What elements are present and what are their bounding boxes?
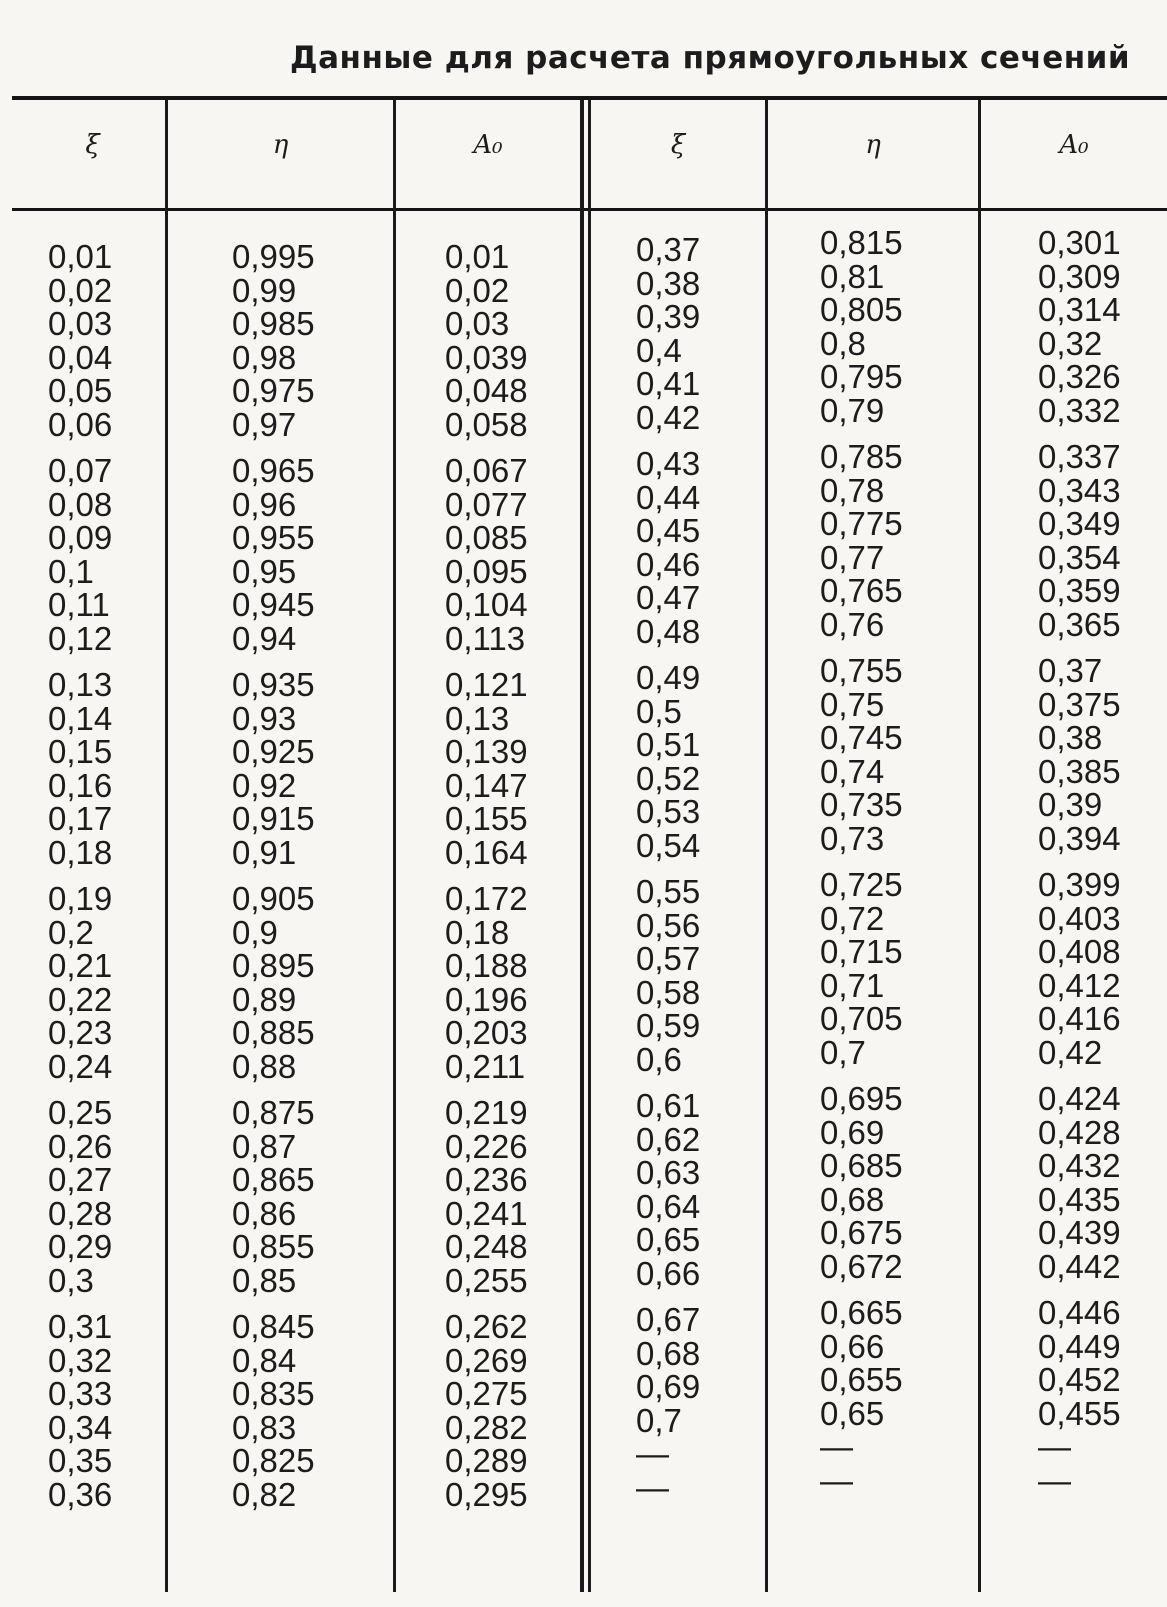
table-cell: 0,8 — [820, 324, 866, 362]
table-cell: 0,47 — [636, 579, 701, 616]
table-cell: 0,7 — [636, 1401, 682, 1439]
table-cell: 0,104 — [445, 586, 528, 623]
table-cell: 0,855 — [232, 1228, 315, 1265]
table-cell: 0,18 — [48, 833, 113, 871]
table-cell: 0,68 — [820, 1180, 885, 1218]
table-cell: 0,83 — [232, 1408, 297, 1446]
table-cell: 0,715 — [820, 933, 903, 970]
table-cell: 0,66 — [636, 1254, 701, 1292]
table-cell: 0,12 — [48, 619, 113, 657]
table-cell: 0,295 — [445, 1475, 528, 1513]
table-cell: 0,28 — [48, 1194, 113, 1232]
table-cell: 0,805 — [820, 291, 903, 328]
table-cell: 0,33 — [48, 1375, 113, 1412]
table-cell: 0,38 — [636, 264, 701, 302]
table-cell: 0,13 — [48, 666, 113, 703]
table-cell: 0,241 — [445, 1194, 528, 1232]
table-cell: 0,139 — [445, 733, 528, 770]
table-cell: 0,39 — [636, 298, 701, 335]
table-cell: 0,35 — [48, 1442, 113, 1479]
table-cell: 0,435 — [1038, 1180, 1121, 1218]
table-cell: 0,39 — [1038, 786, 1103, 823]
table-cell: 0,795 — [820, 358, 903, 395]
table-cell: 0,665 — [820, 1294, 903, 1331]
table-cell: 0,455 — [1038, 1394, 1121, 1432]
table-cell: 0,07 — [48, 452, 113, 489]
table-cell: — — [636, 1468, 669, 1506]
column-divider — [165, 100, 168, 1592]
table-cell: 0,5 — [636, 692, 682, 730]
table-cell: 0,155 — [445, 800, 528, 837]
table-cell: 0,255 — [445, 1261, 528, 1299]
table-cell: 0,835 — [232, 1375, 315, 1412]
table-cell: 0,42 — [1038, 1033, 1103, 1071]
table-cell: 0,74 — [820, 752, 885, 790]
table-cell: 0,98 — [232, 338, 297, 376]
table-cell: 0,399 — [1038, 866, 1121, 903]
table-cell: 0,203 — [445, 1014, 528, 1051]
table-cell: 0,113 — [445, 619, 526, 657]
table-cell: 0,89 — [232, 980, 297, 1018]
table-cell: 0,452 — [1038, 1361, 1121, 1398]
table-cell: 0,675 — [820, 1214, 903, 1251]
table-cell: 0,655 — [820, 1361, 903, 1398]
table-cell: 0,705 — [820, 1000, 903, 1037]
table-cell: 0,965 — [232, 452, 315, 489]
page-title: Данные для расчета прямоугольных сечений — [290, 40, 1131, 76]
table-cell: 0,048 — [445, 372, 528, 409]
table-cell: 0,301 — [1038, 224, 1121, 261]
table-cell: 0,99 — [232, 271, 297, 309]
table-cell: 0,695 — [820, 1080, 903, 1117]
table-cell: 0,725 — [820, 866, 903, 903]
table-cell: 0,147 — [445, 766, 528, 804]
header-a0: A₀ — [473, 130, 503, 160]
table-cell: 0,365 — [1038, 605, 1121, 643]
table-cell: 0,81 — [820, 257, 885, 295]
table-cell: 0,08 — [48, 485, 113, 523]
table-cell: 0,449 — [1038, 1327, 1121, 1365]
header-xi-right: ξ — [670, 130, 686, 160]
table-cell: 0,78 — [820, 471, 885, 509]
table-cell: 0,432 — [1038, 1147, 1121, 1184]
table-cell: 0,02 — [445, 271, 510, 309]
table-cell: 0,03 — [445, 305, 510, 342]
table-cell: 0,65 — [636, 1221, 701, 1258]
column-eta-right — [820, 226, 903, 1497]
table-cell: 0,309 — [1038, 257, 1121, 295]
table-cell: 0,085 — [445, 519, 528, 556]
table-cell: 0,77 — [820, 538, 885, 576]
table-cell: 0,2 — [48, 913, 94, 951]
table-cell: 0,34 — [48, 1408, 113, 1446]
table-cell: 0,785 — [820, 438, 903, 475]
table-cell: 0,92 — [232, 766, 297, 804]
table-cell: 0,428 — [1038, 1113, 1121, 1151]
table-cell: 0,985 — [232, 305, 315, 342]
table-cell: 0,02 — [48, 271, 113, 309]
table-cell: 0,975 — [232, 372, 315, 409]
table-cell: 0,97 — [232, 405, 297, 443]
table-cell: 0,43 — [636, 445, 701, 482]
table-cell: — — [636, 1435, 669, 1472]
table-cell: 0,69 — [820, 1113, 885, 1151]
table-cell: 0,172 — [445, 880, 528, 917]
table-cell: 0,48 — [636, 612, 701, 650]
table-cell: 0,19 — [48, 880, 113, 917]
table-cell: 0,375 — [1038, 685, 1121, 723]
table-cell: 0,14 — [48, 699, 113, 737]
double-column-divider — [580, 100, 584, 1592]
table-cell: 0,01 — [48, 238, 113, 275]
table-cell: 0,865 — [232, 1161, 315, 1198]
table-cell: 0,6 — [636, 1040, 682, 1078]
table-cell: 0,51 — [636, 726, 701, 763]
table-cell: 0,935 — [232, 666, 315, 703]
table-cell: 0,93 — [232, 699, 297, 737]
table-cell: 0,04 — [48, 338, 113, 376]
table-cell: 0,23 — [48, 1014, 113, 1051]
header-eta: η — [272, 130, 289, 160]
table-cell: 0,188 — [445, 947, 528, 984]
table-cell: 0,71 — [820, 966, 885, 1004]
table-cell: 0,314 — [1038, 291, 1121, 328]
table-cell: 0,03 — [48, 305, 113, 342]
table-cell: 0,64 — [636, 1187, 701, 1225]
table-cell: 0,52 — [636, 759, 701, 797]
table-cell: 0,76 — [820, 605, 885, 643]
column-eta — [232, 240, 315, 1511]
table-cell: 0,925 — [232, 733, 315, 770]
table-cell: 0,289 — [445, 1442, 528, 1479]
table-cell: 0,211 — [445, 1047, 526, 1085]
table-cell: 0,38 — [1038, 719, 1103, 756]
table-cell: 0,85 — [232, 1261, 297, 1299]
table-cell: 0,45 — [636, 512, 701, 549]
table-cell: 0,36 — [48, 1475, 113, 1513]
table-cell: 0,53 — [636, 793, 701, 830]
table-cell: 0,55 — [636, 873, 701, 910]
table-cell: 0,945 — [232, 586, 315, 623]
table-cell: 0,7 — [820, 1033, 866, 1071]
table-cell: 0,18 — [445, 913, 510, 951]
table-cell: 0,88 — [232, 1047, 297, 1085]
table-cell: 0,269 — [445, 1341, 528, 1379]
column-xi-right — [636, 233, 700, 1504]
table-cell: 0,72 — [820, 899, 885, 937]
table-cell: 0,121 — [445, 666, 528, 703]
table-cell: 0,424 — [1038, 1080, 1121, 1117]
table-cell: 0,275 — [445, 1375, 528, 1412]
table-cell: 0,15 — [48, 733, 113, 770]
table-cell: 0,11 — [48, 586, 110, 623]
table-cell: 0,67 — [636, 1301, 701, 1338]
table-cell: 0,96 — [232, 485, 297, 523]
table-cell: 0,845 — [232, 1308, 315, 1345]
table-cell: 0,359 — [1038, 572, 1121, 609]
table-cell: 0,94 — [232, 619, 297, 657]
table-cell: 0,282 — [445, 1408, 528, 1446]
table-cell: 0,63 — [636, 1154, 701, 1191]
table-cell: 0,58 — [636, 973, 701, 1011]
table-cell: 0,095 — [445, 552, 528, 590]
table-cell: 0,32 — [48, 1341, 113, 1379]
table-cell: 0,87 — [232, 1127, 297, 1165]
table-cell: 0,82 — [232, 1475, 297, 1513]
table-cell: 0,955 — [232, 519, 315, 556]
header-eta-right: η — [865, 130, 881, 160]
table-cell: 0,745 — [820, 719, 903, 756]
table-cell: 0,995 — [232, 238, 315, 275]
table-cell: 0,29 — [48, 1228, 113, 1265]
table-cell: 0,735 — [820, 786, 903, 823]
table-cell: 0,54 — [636, 826, 701, 864]
table-cell: 0,058 — [445, 405, 528, 443]
table-cell: 0,343 — [1038, 471, 1121, 509]
table-cell: 0,61 — [636, 1087, 701, 1124]
table-cell: 0,1 — [48, 552, 94, 590]
table-cell: 0,403 — [1038, 899, 1121, 937]
table-cell: 0,21 — [48, 947, 113, 984]
table-cell: 0,039 — [445, 338, 528, 376]
table-cell: 0,885 — [232, 1014, 315, 1051]
table-cell: 0,416 — [1038, 1000, 1121, 1037]
table-cell: 0,16 — [48, 766, 113, 804]
table-cell: 0,66 — [820, 1327, 885, 1365]
column-divider — [765, 100, 768, 1592]
table-cell: 0,42 — [636, 398, 701, 436]
table-cell: 0,69 — [636, 1368, 701, 1405]
table-cell: 0,24 — [48, 1047, 113, 1085]
table-cell: 0,62 — [636, 1120, 701, 1158]
table-cell: 0,25 — [48, 1094, 113, 1131]
table-cell: 0,439 — [1038, 1214, 1121, 1251]
table-cell: 0,01 — [445, 238, 510, 275]
table-cell: 0,13 — [445, 699, 510, 737]
table-cell: 0,05 — [48, 372, 113, 409]
table-cell: 0,354 — [1038, 538, 1121, 576]
table-cell: 0,49 — [636, 659, 701, 696]
table-cell: 0,06 — [48, 405, 113, 443]
table-cell: 0,446 — [1038, 1294, 1121, 1331]
table-cell: 0,56 — [636, 906, 701, 944]
table-cell: 0,9 — [232, 913, 278, 951]
table-cell: 0,825 — [232, 1442, 315, 1479]
table-cell: 0,226 — [445, 1127, 528, 1165]
table-cell: 0,41 — [636, 365, 701, 402]
table-cell: 0,3 — [48, 1261, 94, 1299]
table-cell: — — [1038, 1461, 1071, 1499]
table-cell: 0,31 — [48, 1308, 113, 1345]
table-cell: 0,44 — [636, 478, 701, 516]
header-xi: ξ — [85, 130, 100, 160]
column-xi — [48, 240, 112, 1511]
header-a0-right: A₀ — [1059, 130, 1089, 160]
table-cell: 0,17 — [48, 800, 113, 837]
table-cell: 0,46 — [636, 545, 701, 583]
table-cell: 0,164 — [445, 833, 528, 871]
table-cell: 0,91 — [232, 833, 297, 871]
table-cell: 0,332 — [1038, 391, 1121, 429]
table-cell: 0,905 — [232, 880, 315, 917]
table-cell: 0,875 — [232, 1094, 315, 1131]
table-cell: 0,219 — [445, 1094, 528, 1131]
table-cell: 0,84 — [232, 1341, 297, 1379]
table-cell: 0,26 — [48, 1127, 113, 1165]
table-cell: 0,077 — [445, 485, 528, 523]
column-a0-right — [1038, 226, 1121, 1497]
table-cell: 0,765 — [820, 572, 903, 609]
table-cell: 0,385 — [1038, 752, 1121, 790]
table-cell: 0,65 — [820, 1394, 885, 1432]
table-cell: 0,196 — [445, 980, 528, 1018]
table-cell: 0,672 — [820, 1247, 903, 1285]
table-cell: 0,59 — [636, 1007, 701, 1044]
table-cell: 0,067 — [445, 452, 528, 489]
table-cell: 0,57 — [636, 940, 701, 977]
table-cell: 0,408 — [1038, 933, 1121, 970]
table-cell: 0,22 — [48, 980, 113, 1018]
table-cell: 0,248 — [445, 1228, 528, 1265]
table-cell: — — [820, 1461, 853, 1499]
table-cell: 0,09 — [48, 519, 113, 556]
table-cell: 0,775 — [820, 505, 903, 542]
table-cell: 0,236 — [445, 1161, 528, 1198]
double-column-divider — [588, 100, 591, 1592]
table-cell: 0,895 — [232, 947, 315, 984]
table-cell: 0,915 — [232, 800, 315, 837]
table-cell: 0,4 — [636, 331, 682, 369]
table-cell: 0,79 — [820, 391, 885, 429]
table-cell: 0,73 — [820, 819, 885, 857]
table-cell: 0,75 — [820, 685, 885, 723]
table-cell: 0,326 — [1038, 358, 1121, 395]
table-cell: 0,755 — [820, 652, 903, 689]
column-divider — [393, 100, 396, 1592]
table-cell: 0,442 — [1038, 1247, 1121, 1285]
column-divider — [978, 100, 981, 1592]
table-cell: 0,337 — [1038, 438, 1121, 475]
table-cell: 0,815 — [820, 224, 903, 261]
table-cell: — — [820, 1428, 853, 1465]
table-cell: — — [1038, 1428, 1071, 1465]
column-a0 — [445, 240, 528, 1511]
table-cell: 0,27 — [48, 1161, 113, 1198]
table-cell: 0,394 — [1038, 819, 1121, 857]
table-cell: 0,95 — [232, 552, 297, 590]
table-cell: 0,262 — [445, 1308, 528, 1345]
table-cell: 0,68 — [636, 1334, 701, 1372]
table-cell: 0,37 — [636, 231, 701, 268]
table-cell: 0,86 — [232, 1194, 297, 1232]
table-cell: 0,349 — [1038, 505, 1121, 542]
table-cell: 0,37 — [1038, 652, 1103, 689]
table-cell: 0,32 — [1038, 324, 1103, 362]
table-cell: 0,685 — [820, 1147, 903, 1184]
table-cell: 0,412 — [1038, 966, 1121, 1004]
